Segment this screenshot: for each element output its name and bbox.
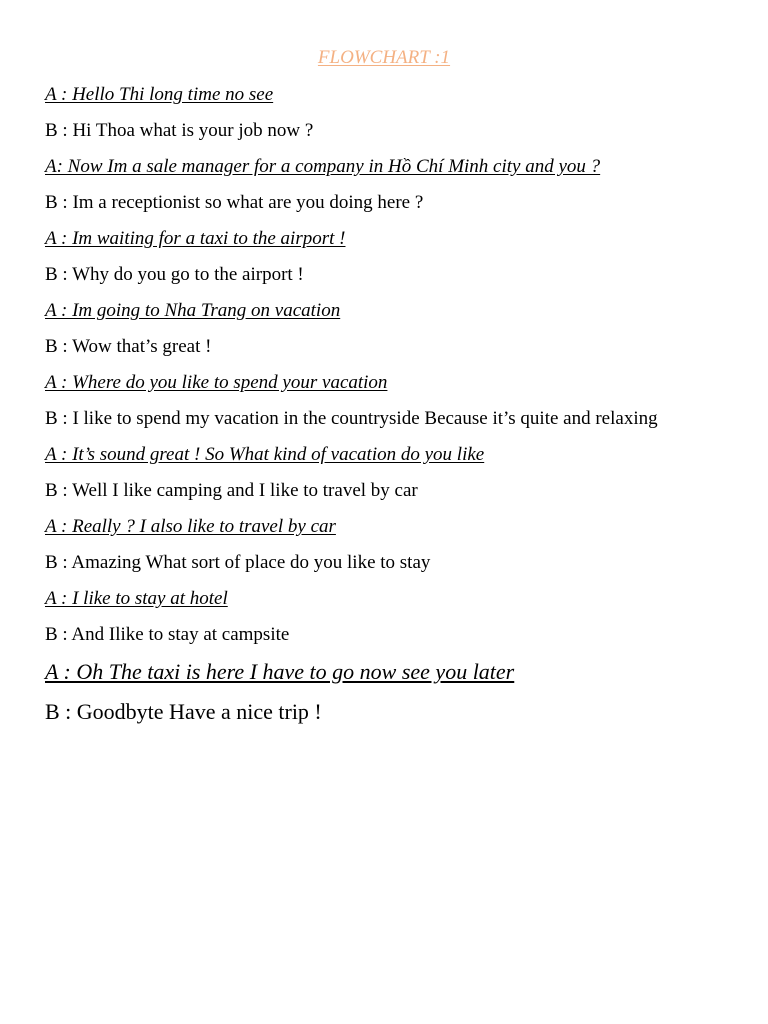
- dialogue-line-a: A : Oh The taxi is here I have to go now see you later: [45, 659, 515, 684]
- dialogue-line-b: B : Im a receptionist so what are you doing here ?: [45, 192, 424, 213]
- dialogue-line-b: B : Wow that’s great !: [45, 336, 212, 357]
- dialogue-line-a: A : Hello Thi long time no see: [45, 84, 274, 105]
- dialogue-line-a: A : Really ? I also like to travel by car: [45, 516, 336, 537]
- dialogue-line-b: B : Goodbyte Have a nice trip !: [45, 699, 322, 724]
- dialogue-line-b: B : And Ilike to stay at campsite: [45, 624, 290, 645]
- dialogue-line-b: B : Amazing What sort of place do you like to stay: [45, 552, 431, 573]
- dialogue-line-a: A : Im waiting for a taxi to the airport !: [45, 228, 346, 249]
- dialogue-line-a: A : It’s sound great ! So What kind of vacation do you like: [45, 444, 485, 465]
- dialogue-line-a: A : I like to stay at hotel: [45, 588, 228, 609]
- dialogue-line-b: B : Well I like camping and I like to travel by car: [45, 480, 418, 501]
- document-title: FLOWCHART :1: [317, 47, 451, 68]
- dialogue-line-a: A: Now Im a sale manager for a company in Hồ Chí Minh city and you ?: [45, 156, 601, 177]
- dialogue-line-a: A : Where do you like to spend your vacation: [45, 372, 388, 393]
- dialogue-line-b: B : Hi Thoa what is your job now ?: [45, 120, 314, 141]
- dialogue-line-a: A : Im going to Nha Trang on vacation: [45, 300, 341, 321]
- dialogue-line-b: B : I like to spend my vacation in the countryside Because it’s quite and relaxing: [45, 408, 658, 429]
- dialogue-line-b: B : Why do you go to the airport !: [45, 264, 304, 285]
